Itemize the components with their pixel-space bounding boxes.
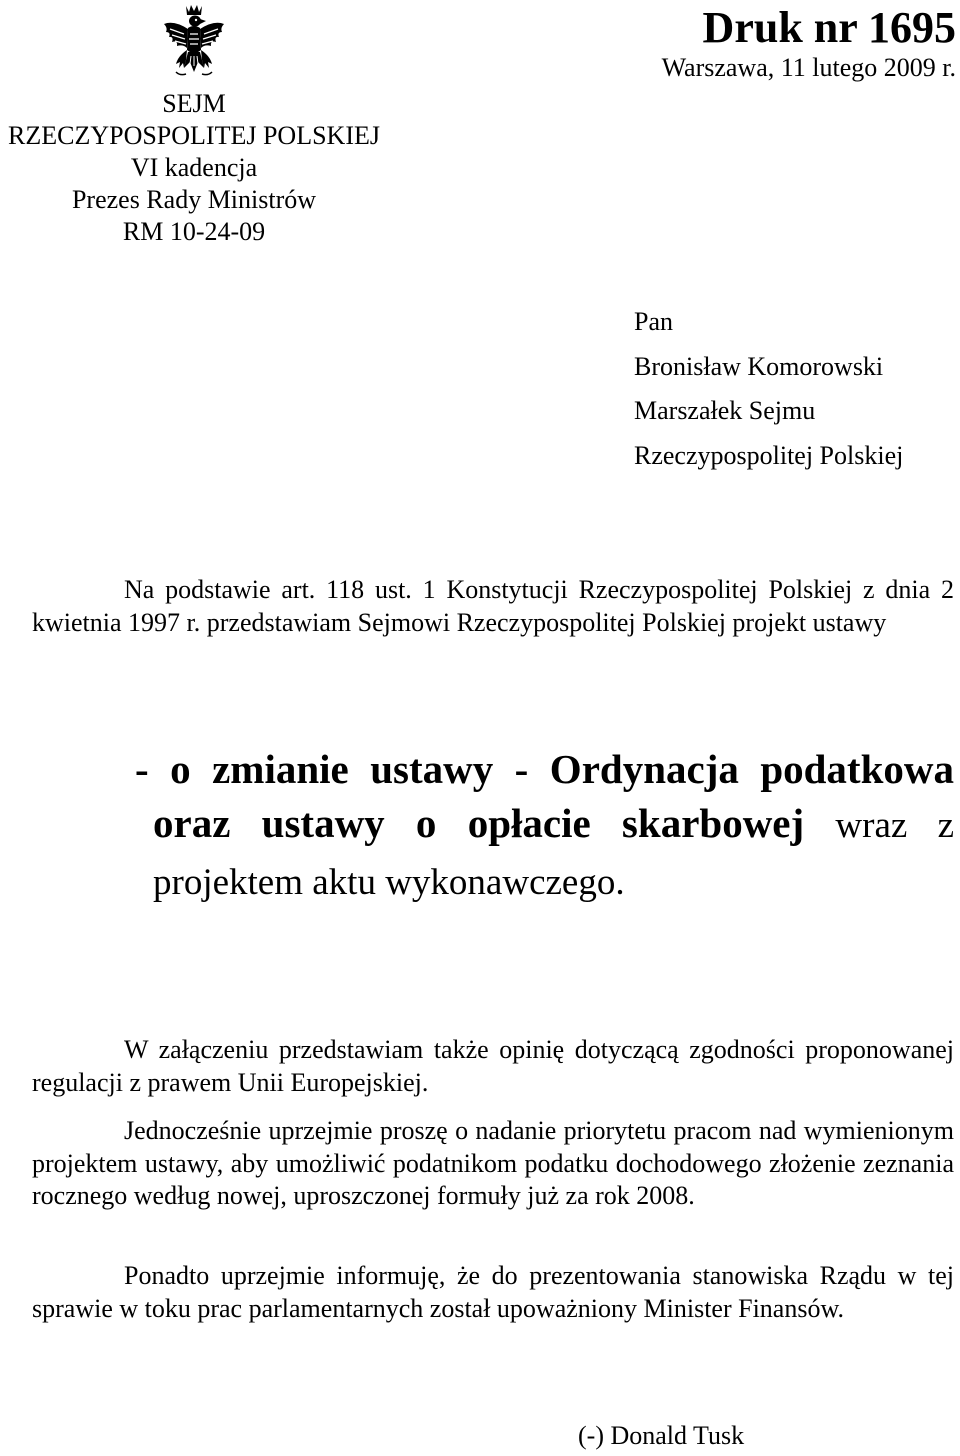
priority-request-paragraph: Jednocześnie uprzejmie proszę o nadanie priorytetu pracom nad wymienionym projektem ustawy, aby umożliwić podatnikom podatku dochodowego złożenie zeznania rocznego według nowej, uproszczonej formuły już za rok 2008.	[32, 1116, 954, 1210]
addressee-country: Rzeczypospolitej Polskiej	[634, 440, 904, 470]
signature: (-) Donald Tusk	[578, 1421, 745, 1450]
addressee-salutation: Pan	[634, 307, 673, 336]
sender-line-sejm: SEJM	[162, 89, 226, 118]
eu-opinion-paragraph: W załączeniu przedstawiam także opinię dotyczącą zgodności proponowanej regulacji z prawem Unii Europejskiej.	[32, 1035, 954, 1097]
polish-eagle-emblem-icon	[160, 2, 228, 86]
sender-line-reference: RM 10-24-09	[122, 217, 266, 246]
place-date: Warszawa, 11 lutego 2009 r.	[661, 53, 956, 82]
addressee-name: Bronisław Komorowski	[634, 351, 884, 381]
addressee-block	[634, 300, 903, 478]
authorization-paragraph: Ponadto uprzejmie informuję, że do prezentowania stanowiska Rządu w tej sprawie w toku prac parlamentarnych został upoważniony Minister Finansów.	[32, 1261, 954, 1323]
addressee-position: Marszałek Sejmu	[634, 396, 816, 425]
print-number: Druk nr 1695	[702, 3, 956, 52]
bill-title-bold: - o zmianie ustawy - Ordynacja podatkowa oraz ustawy o opłacie skarbowej	[135, 746, 954, 846]
sender-header	[0, 88, 388, 248]
bill-title	[135, 742, 954, 910]
intro-paragraph: Na podstawie art. 118 ust. 1 Konstytucji Rzeczypospolitej Polskiej z dnia 2 kwietnia 1997 r. przedstawiam Sejmowi Rzeczypospolitej Polskiej projekt ustawy	[32, 575, 954, 637]
bill-title-rest: wraz z projektem aktu wykonawczego.	[153, 805, 954, 903]
sender-line-republic: RZECZYPOSPOLITEJ POLSKIEJ	[8, 121, 380, 150]
sender-line-term: VI kadencja	[130, 153, 258, 182]
sender-line-office: Prezes Rady Ministrów	[71, 185, 317, 214]
